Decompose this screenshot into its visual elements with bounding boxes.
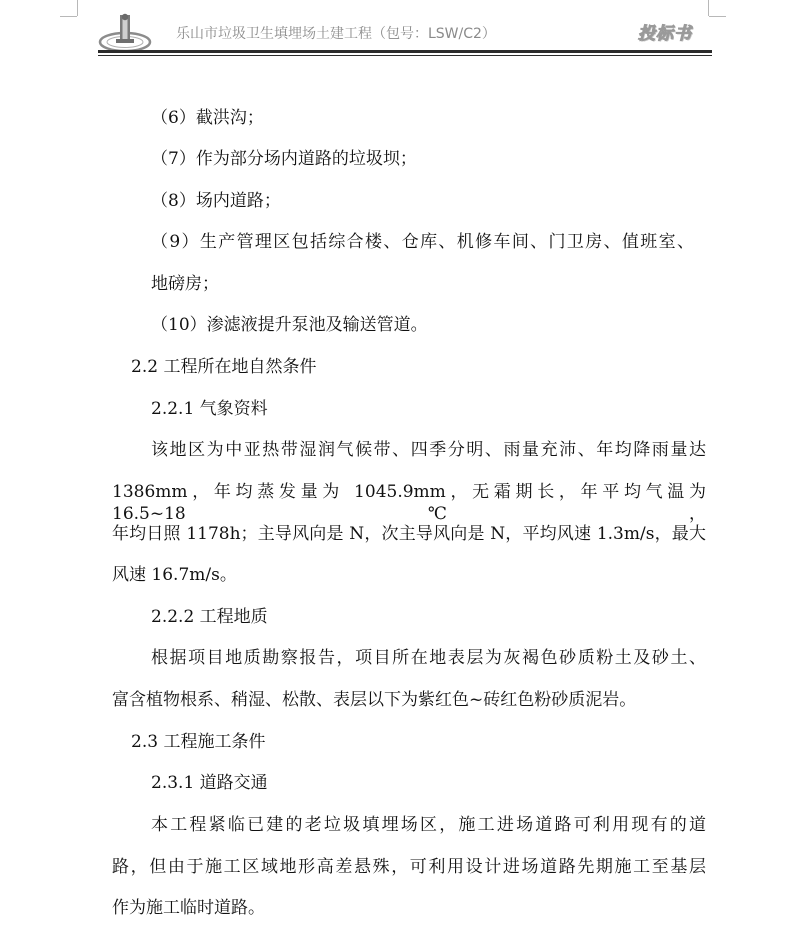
header-rule-thick (98, 50, 712, 53)
section-heading-2-3: 2.3 工程施工条件 (131, 732, 266, 752)
paragraph-traffic-line-1: 本工程紧临已建的老垃圾填埋场区，施工进场道路可利用现有的道 (151, 815, 706, 835)
list-item-7: （7）作为部分场内道路的垃圾坝； (151, 149, 417, 169)
list-item-8: （8）场内道路； (151, 191, 281, 211)
subsection-heading-2-2-2: 2.2.2 工程地质 (151, 607, 268, 627)
paragraph-geology-line-2: 富含植物根系、稍湿、松散、表层以下为紫红色~砖红色粉砂质泥岩。 (112, 690, 637, 710)
paragraph-traffic-line-2: 路，但由于施工区域地形高差悬殊，可利用设计进场道路先期施工至基层 (112, 857, 706, 877)
paragraph-traffic-line-3: 作为施工临时道路。 (112, 898, 265, 918)
crop-mark-top-left-horizontal (60, 16, 77, 18)
page-header (98, 8, 712, 56)
list-item-10: （10）渗滤液提升泵池及输送管道。 (151, 315, 428, 335)
header-project-title: 乐山市垃圾卫生填埋场土建工程（包号：LSW/C2） (176, 26, 496, 42)
paragraph-geology-line-1: 根据项目地质勘察报告，项目所在地表层为灰褐色砂质粉土及砂土、 (151, 648, 706, 668)
subsection-heading-2-3-1: 2.3.1 道路交通 (151, 773, 268, 793)
subsection-heading-2-2-1: 2.2.1 气象资料 (151, 399, 268, 419)
list-item-9: （9）生产管理区包括综合楼、仓库、机修车间、门卫房、值班室、 (151, 232, 694, 252)
paragraph-climate-line-2: 1386mm，年均蒸发量为 1045.9mm，无霜期长，年平均气温为 16.5~18℃， (112, 482, 706, 524)
paragraph-climate-line-3: 年均日照 1178h；主导风向是 N，次主导风向是 N，平均风速 1.3m/s，最大 (112, 524, 706, 544)
header-rule-thin (98, 55, 712, 56)
list-item-6: （6）截洪沟； (151, 108, 264, 128)
paragraph-climate-line-4: 风速 16.7m/s。 (112, 565, 237, 585)
company-logo-icon (98, 12, 152, 54)
crop-mark-top-left (77, 0, 79, 16)
header-bid-document-mark: 投标书 (638, 24, 692, 44)
section-heading-2-2: 2.2 工程所在地自然条件 (131, 357, 317, 377)
list-item-9-continuation: 地磅房； (151, 274, 219, 294)
paragraph-climate-line-1: 该地区为中亚热带湿润气候带、四季分明、雨量充沛、年均降雨量达 (151, 440, 706, 460)
